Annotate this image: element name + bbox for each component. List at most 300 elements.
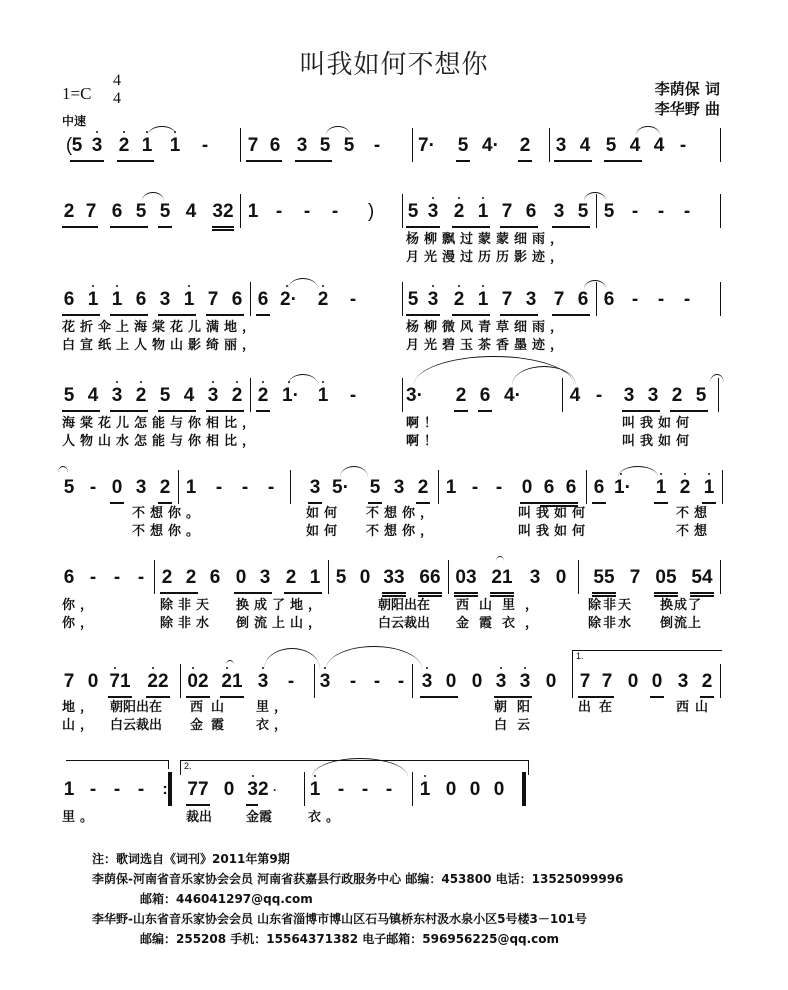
barline [596,282,597,316]
note: 05 [655,567,677,588]
barline [304,772,305,806]
key-signature: 1=C [62,84,92,103]
note: 3 [519,671,531,692]
dash: - [303,201,311,222]
barline [549,128,550,162]
note: 5 [63,477,75,498]
tie [326,646,422,669]
note: 0 [223,779,235,800]
note: 1 [317,385,329,406]
note: 6 [577,289,589,310]
note: 5· [332,477,349,498]
note: 1 [309,567,321,588]
lyrics-verse1: 花折伞上海棠花儿满地， [62,320,261,335]
note: 3 [257,671,269,692]
barline [578,560,579,594]
lyrics-verse2: 除非水 [588,616,634,631]
note: 0 [445,671,457,692]
note: 54 [691,567,713,588]
note: 6 [269,135,281,156]
dash: - [679,135,687,156]
score-row-6 [0,566,788,631]
beam [420,696,458,698]
second-ending-bracket: 2. [180,760,529,775]
repeat-barline [168,772,172,806]
dash: - [113,779,121,800]
barline [250,282,251,316]
note: 1 [141,135,153,156]
lyrics-verse2: 不想 [676,524,713,539]
lyrics-verse1: 西山 [676,700,715,715]
note: 5 [343,135,355,156]
dash: - [349,385,357,406]
dash: - [331,201,339,222]
beam [454,410,468,412]
beam [246,160,282,162]
note: 5 [71,135,83,156]
lyrics-verse2: 叫我如何 [622,434,695,449]
beam [110,502,124,504]
barline [314,664,315,698]
note: 0 [235,567,247,588]
note: 5 [159,385,171,406]
lyrics-verse1: 里。 [62,810,99,825]
score-row-7 [0,651,788,733]
dash: - [89,477,97,498]
beam [212,226,234,228]
tempo-marking: 中速 [62,114,87,128]
note: 0 [445,779,457,800]
barline [178,470,179,504]
barline [240,128,241,162]
note: 3 [296,135,308,156]
note: 3 [91,135,103,156]
dash: - [657,289,665,310]
composer-credit: 李华野 曲 [654,100,720,118]
note: 3 [421,671,433,692]
source-note: 注：歌词选自《词刊》2011年第9期 [92,852,290,866]
barline [412,772,413,806]
note: 6 [603,289,615,310]
note: 2 [231,385,243,406]
barline [290,470,291,504]
note: 2 [161,567,173,588]
note: 2 [285,567,297,588]
barline [572,664,573,698]
note: 7 [501,201,513,222]
lyrics-verse2: 如何 [306,524,343,539]
lyrics-verse1: 如何 [306,506,343,521]
barline [586,470,587,504]
lyrics-verse1: 换成了 [660,598,703,613]
lyrics-verse1: 朝阳出在 [110,700,163,715]
note: 3 [555,135,567,156]
note: 1 [247,201,259,222]
note: 71 [109,671,131,692]
note: 7 [247,135,259,156]
note: 5 [605,135,617,156]
note: 1 [309,779,321,800]
note: 2 [519,135,531,156]
lyrics-verse1: 裁出 [186,810,213,825]
note: 3 [309,477,321,498]
beam [158,226,172,228]
barline [720,128,721,162]
barline [328,560,329,594]
first-ending-continuation [66,760,169,769]
lyricist-credit: 李荫保 词 [654,80,720,98]
note: 0 [493,779,505,800]
dash: - [89,567,97,588]
score-row-4 [0,384,788,449]
barline [720,194,721,228]
note: 7· [418,135,435,156]
note: 2 [135,385,147,406]
tie [710,374,724,383]
dash: - [349,289,357,310]
dash: - [373,671,381,692]
song-title: 叫我如何不想你 [299,50,489,80]
note: 3 [427,289,439,310]
note: 0 [555,567,567,588]
note: 66 [419,567,441,588]
note: 3 [427,201,439,222]
lyrics-verse2: 人物山水怎能与你相比， [62,434,261,449]
barline [596,194,597,228]
beam [518,160,532,162]
barline [720,282,721,316]
note: 5 [319,135,331,156]
dash: - [631,289,639,310]
lyrics-verse2: 不想你。 [132,524,205,539]
beam [554,160,592,162]
note: 7 [579,671,591,692]
note: 3 [111,385,123,406]
note: 0 [471,671,483,692]
dash: - [267,477,275,498]
lyrics-verse1: 出在 [578,700,621,715]
barline [412,128,413,162]
note: 33 [383,567,405,588]
lyrics-verse1: 西山里， [456,598,549,613]
first-ending-bracket: 1. [572,650,722,665]
note: 6 [111,201,123,222]
dash: - [215,477,223,498]
barline [412,664,413,698]
tie [288,278,318,289]
score-row-8 [0,761,788,825]
note: 3 [677,671,689,692]
beam [110,226,148,228]
lyrics-verse1: 除非天 [160,598,215,613]
lyrics-verse1: 朝阳 [494,700,541,715]
note: 3 [319,671,331,692]
note: 4· [504,385,521,406]
dash: - [287,671,295,692]
dash: - [349,671,357,692]
note: 6 [231,289,243,310]
lyrics-verse2: 你， [62,616,99,631]
lyrics-verse1: 金霞 [246,810,273,825]
note: 4 [183,385,195,406]
note: 7 [601,671,613,692]
note: 77 [187,779,209,800]
lyrics-verse1: 叫我如何 [518,506,591,521]
barline [180,664,181,698]
note: 32 [247,779,269,800]
lyrics-verse2: 啊！ [406,434,443,449]
beam [654,502,668,504]
note: 5 [457,135,469,156]
note: 6 [565,477,577,498]
tie [496,556,504,561]
note: 1 [445,477,457,498]
note: 1 [419,779,431,800]
note: 6 [543,477,555,498]
lyrics-verse1: 你， [62,598,99,613]
note: 6 [525,201,537,222]
note: 3 [529,567,541,588]
note: 7 [629,567,641,588]
note: 3 [525,289,537,310]
score-row-1 [0,134,788,174]
note: 6 [593,477,605,498]
lyrics-verse2: 白云裁出 [110,718,163,733]
lyrics-verse1: 杨柳飘过蒙蒙细雨， [406,232,569,247]
note: 7 [85,201,97,222]
time-signature: 4 4 [113,72,121,107]
note: 2 [118,135,130,156]
note: 6 [479,385,491,406]
dash: - [683,289,691,310]
note: 5 [577,201,589,222]
lyrics-verse2: 除非水 [160,616,215,631]
barline [240,194,241,228]
note: 0 [521,477,533,498]
note: 2 [257,385,269,406]
barline [438,470,439,504]
note: 2 [453,289,465,310]
note: 3· [406,385,423,406]
note: 2 [159,477,171,498]
tie [58,466,68,473]
note: 1 [111,289,123,310]
note: 2 [701,671,713,692]
note: 3 [159,289,171,310]
dash: - [397,671,405,692]
note: 4 [185,201,197,222]
barline [154,560,155,594]
note: 4 [87,385,99,406]
lyrics-verse2: 不想你， [366,524,439,539]
note: 5 [63,385,75,406]
barline [402,378,403,412]
note: 4 [653,135,665,156]
tie [226,660,234,665]
note: 6 [63,567,75,588]
note: 1 [655,477,667,498]
tie [264,648,320,669]
note: 5 [369,477,381,498]
note: 2 [317,289,329,310]
dash: - [361,779,369,800]
barline [250,378,251,412]
beam [456,160,470,162]
lyrics-verse1: 衣。 [308,810,345,825]
lyrics-verse2: 白云裁出 [378,616,431,631]
barline [402,194,403,228]
note: 32 [212,201,234,222]
note: 3 [495,671,507,692]
dash: - [89,779,97,800]
note: 6 [135,289,147,310]
note: 3 [553,201,565,222]
note: 7 [553,289,565,310]
note: 4· [482,135,499,156]
note: 0 [545,671,557,692]
beam [62,226,98,228]
beam [295,160,332,162]
note: 6 [63,289,75,310]
note: 7 [63,671,75,692]
note: 1· [282,385,299,406]
lyrics-verse2: 月光碧玉茶香墨迹， [406,338,569,353]
lyricist-email: 邮箱：446041297@qq.com [140,892,313,906]
note: 2 [455,385,467,406]
dash: - [495,477,503,498]
dash: - [683,201,691,222]
beam [478,410,492,412]
barline [448,560,449,594]
note: 7 [501,289,513,310]
dash: - [373,135,381,156]
beam [592,502,606,504]
note: 0 [111,477,123,498]
barline [718,378,719,412]
composer-info: 李华野-山东省音乐家协会会员 山东省淄博市博山区石马镇桥东村汲水泉小区5号楼3－101号 [92,912,587,926]
note: 1 [63,779,75,800]
score-row-5 [0,476,788,539]
dash: - [137,567,145,588]
beam [650,696,664,698]
note: 2 [417,477,429,498]
lyrics-verse2: 白云 [494,718,541,733]
note: 6 [209,567,221,588]
score-row-2 [0,200,788,265]
note: 3 [207,385,219,406]
note: 02 [187,671,209,692]
note: 2· [280,289,297,310]
lyrics-verse1: 里， [256,700,293,715]
beam [70,160,104,162]
tie [288,374,318,385]
dash: - [275,201,283,222]
note: 2 [63,201,75,222]
note: 1 [477,201,489,222]
note: 5 [335,567,347,588]
dash: - [385,779,393,800]
note: 03 [455,567,477,588]
lyrics-verse2: 叫我如何 [518,524,591,539]
lyrics-verse1: 不想 [676,506,713,521]
note: 22 [147,671,169,692]
note: 6 [257,289,269,310]
lyrics-verse2: 衣， [256,718,293,733]
open-paren: ( [65,135,73,156]
lyrics-verse2: 倒流上 [660,616,703,631]
beam [117,160,154,162]
lyrics-verse2: 山， [62,718,99,733]
note: 4 [569,385,581,406]
note: 3 [647,385,659,406]
lyrics-verse2: 金霞 [190,718,233,733]
dash: - [137,779,145,800]
final-barline [522,772,526,806]
note: 4 [629,135,641,156]
dash: - [113,567,121,588]
note: 2 [453,201,465,222]
note: 1 [703,477,715,498]
score-row-3 [0,288,788,353]
lyrics-verse1: 除非天 [588,598,634,613]
lyrics-verse1: 地， [62,700,99,715]
lyrics-verse2: 月光漫过历历影迹， [406,250,569,265]
note: 3 [259,567,271,588]
note: 1 [477,289,489,310]
note: 3 [623,385,635,406]
close-paren: ) [367,201,375,222]
beam [212,229,234,231]
dash: - [631,201,639,222]
note: 5 [603,201,615,222]
note: 2 [671,385,683,406]
note: 2 [185,567,197,588]
note: 5 [695,385,707,406]
lyrics-verse2: 倒流上山， [236,616,327,631]
note: 55 [593,567,615,588]
note: 21 [491,567,513,588]
note: 3 [135,477,147,498]
lyrics-verse1: 换成了地， [236,598,327,613]
beam [604,160,642,162]
dash: - [471,477,479,498]
lyrics-verse2: 白宣纸上人物山影绮丽， [62,338,261,353]
note: 1· [614,477,631,498]
note: 1 [185,477,197,498]
lyricist-info: 李荫保-河南省音乐家协会会员 河南省获嘉县行政服务中心 邮编：453800 电话：13525099996 [92,872,624,886]
composer-contact: 邮编：255208 手机：15564371382 电子邮箱：596956225@qq.com [140,932,560,946]
lyrics-verse1: 西山 [190,700,233,715]
note: 1 [169,135,181,156]
note: 4 [579,135,591,156]
lyrics-verse1: 杨柳微风青草细雨， [406,320,569,335]
lyrics-verse1: 啊！ [406,416,443,431]
lyrics-verse2: 金霞衣， [456,616,549,631]
lyrics-verse1: 不想你， [366,506,439,521]
note: 0 [627,671,639,692]
note: 3 [393,477,405,498]
note: 7 [207,289,219,310]
note: 5 [135,201,147,222]
dash: - [657,201,665,222]
repeat-dots: : [162,781,168,798]
lyrics-verse1: 不想你。 [132,506,205,521]
dash: - [337,779,345,800]
note: 0 [87,671,99,692]
note: 5 [159,201,171,222]
barline [720,560,721,594]
barline [402,282,403,316]
